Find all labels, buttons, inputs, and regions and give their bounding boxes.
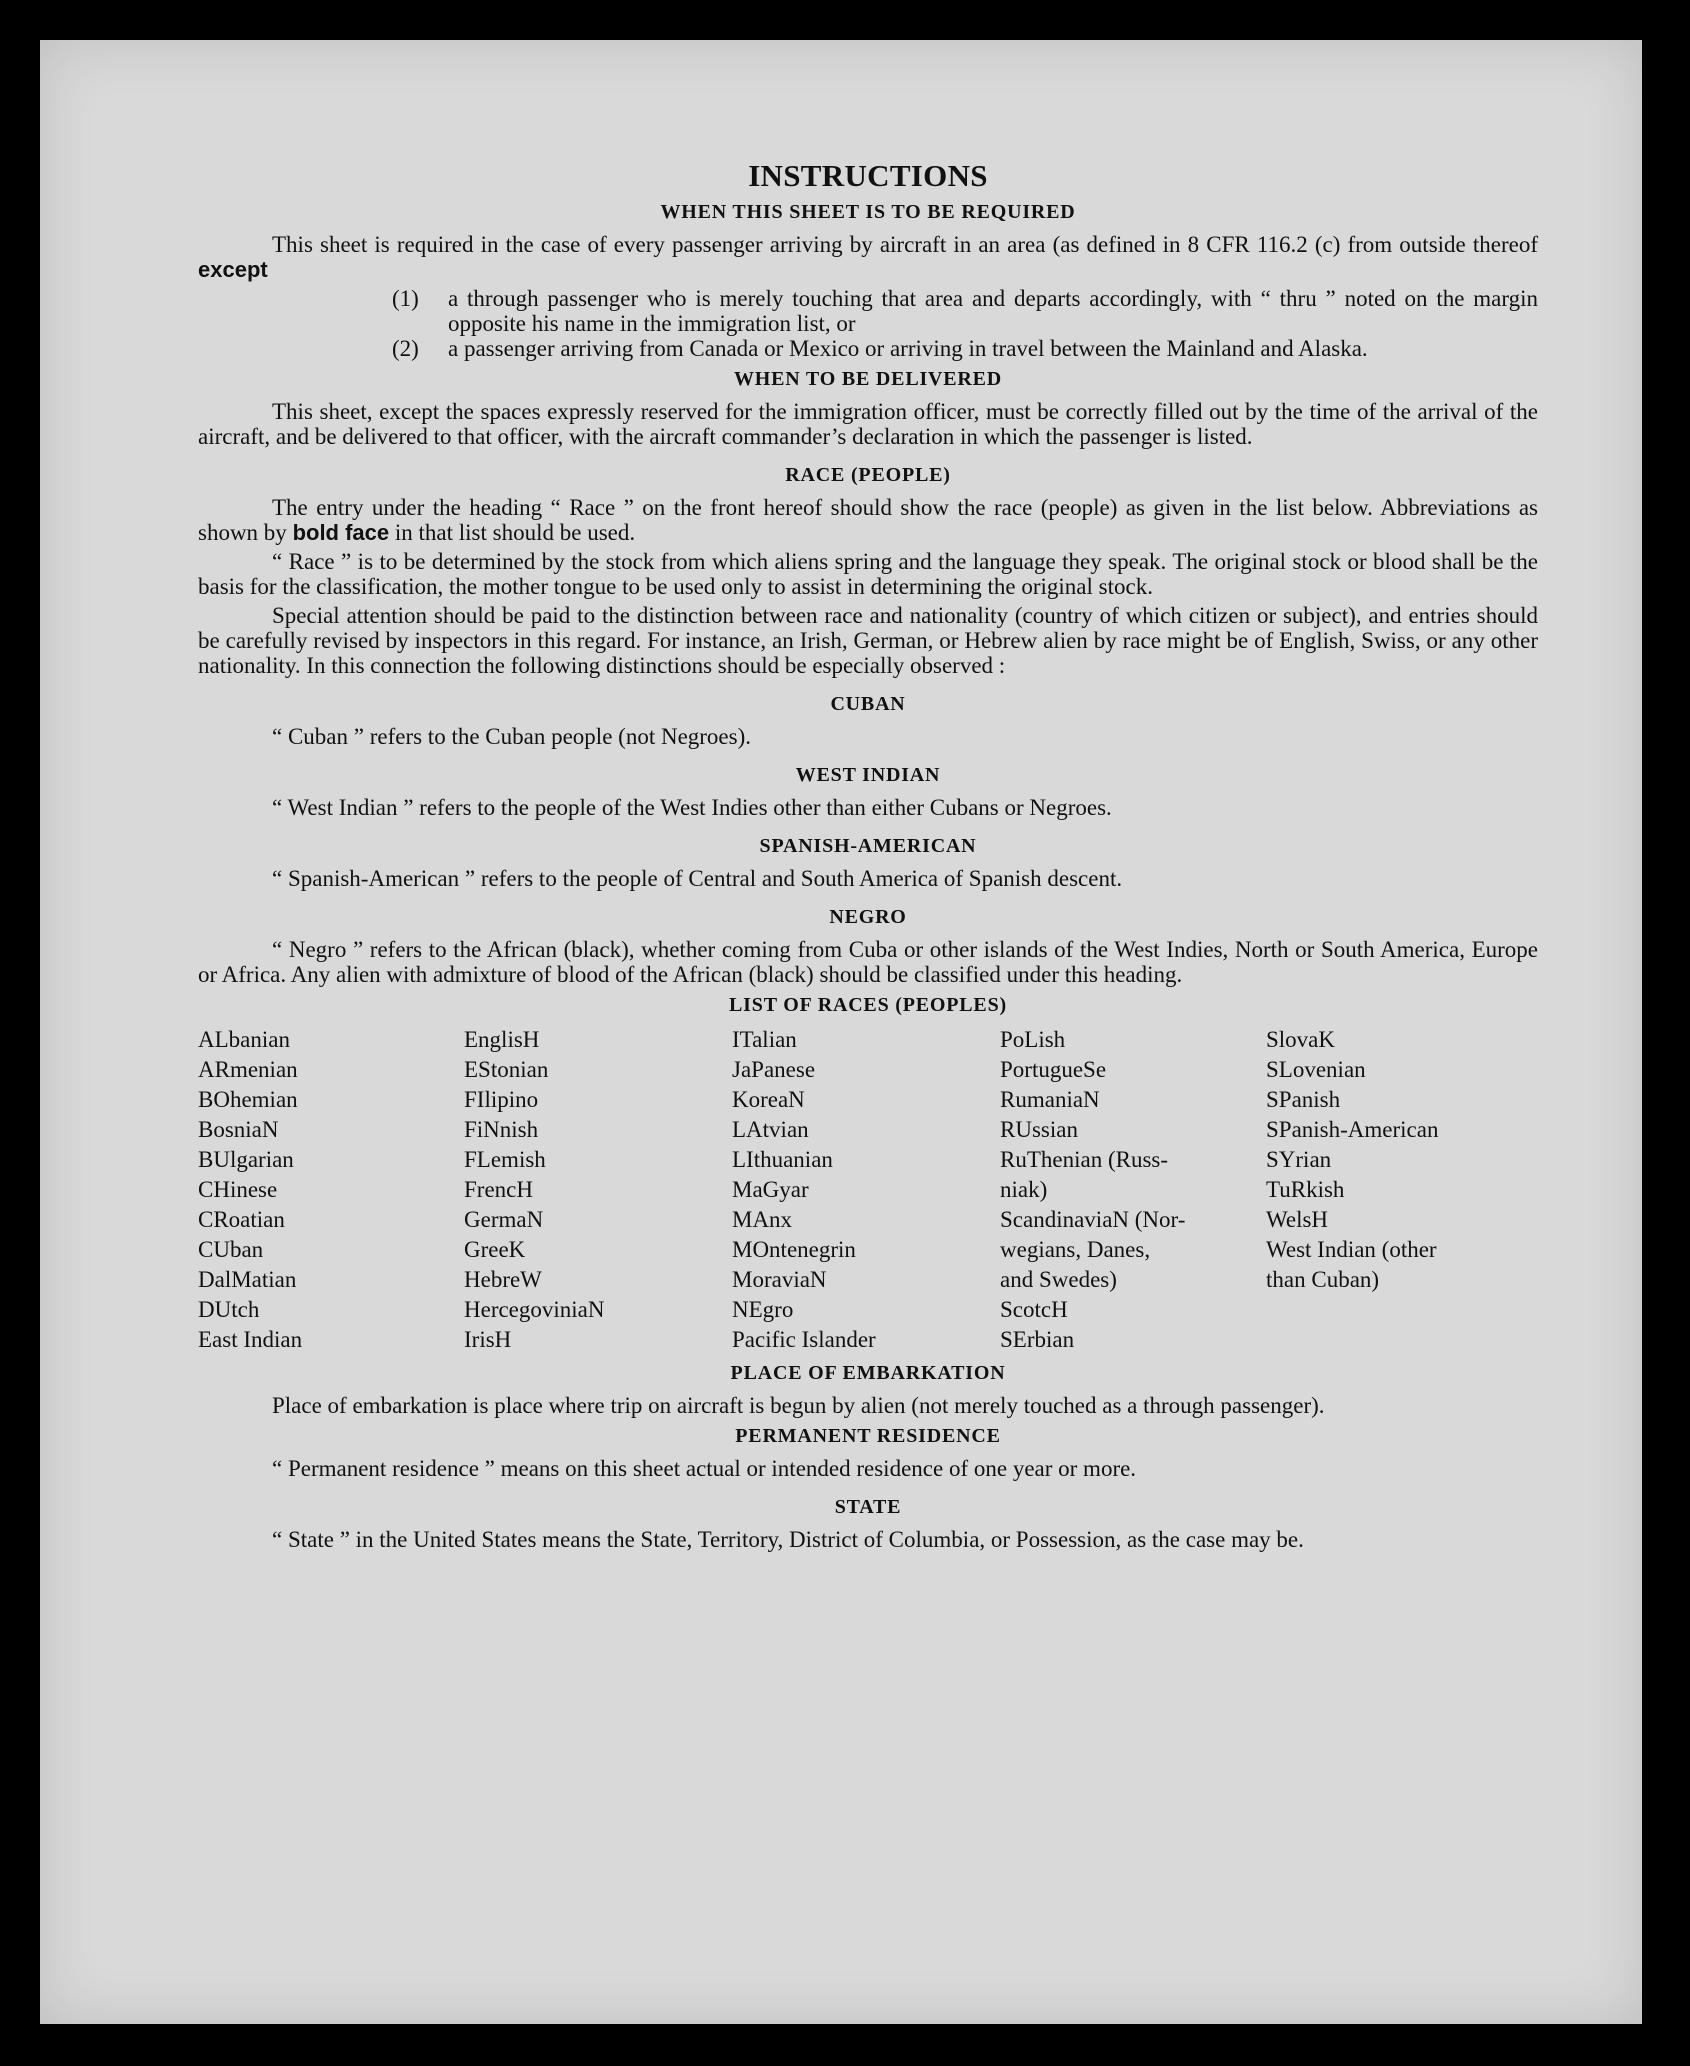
heading-permanent-residence: PERMANENT RESIDENCE — [735, 1425, 1001, 1447]
heading-list-of-races: LIST OF RACES (PEOPLES) — [729, 994, 1007, 1016]
race-entry: PortugueSe — [1000, 1057, 1107, 1082]
negro-text: “ Negro ” refers to the African (black), whether coming from Cuba or other islands of the West Indies, North or South America, Europe or Africa. Any alien with admixture of blood of the African (black) should be classified under this heading. — [198, 937, 1538, 987]
race-entry: MOntenegrin — [732, 1237, 856, 1262]
race-entry: ScandinaviaN (Nor- wegians, Danes, and Swedes) — [1000, 1207, 1186, 1292]
race-entry: SErbian — [1000, 1327, 1075, 1352]
race-entry: BosniaN — [198, 1117, 279, 1142]
race-entry: IrisH — [464, 1327, 512, 1352]
race-entry: JaPanese — [732, 1057, 816, 1082]
race-entry: NEgro — [732, 1297, 794, 1322]
race-entry: HebreW — [464, 1267, 542, 1292]
race-list-column — [464, 1025, 732, 1355]
race-entry: SYrian — [1266, 1147, 1332, 1172]
race-entry: EStonian — [464, 1057, 549, 1082]
heading-place-of-embarkation: PLACE OF EMBARKATION — [730, 1362, 1006, 1384]
race-entry: WelsH — [1266, 1207, 1329, 1232]
race-entry: KoreaN — [732, 1087, 805, 1112]
race-entry: RumaniaN — [1000, 1087, 1100, 1112]
race-entry: FrencH — [464, 1177, 533, 1202]
race-entry: ALbanian — [198, 1027, 290, 1052]
race-list-column — [1000, 1025, 1266, 1355]
race-entry: LAtvian — [732, 1117, 809, 1142]
race-entry: MAnx — [732, 1207, 793, 1232]
race-paragraph-3: Special attention should be paid to the distinction between race and nationality (country of which citizen or subject), and entries should be carefully revised by inspectors in this regard. For instance, an Irish, German, or Hebrew alien by race might be of English, Swiss, or any other nationality. In this connection the following distinctions should be especially observed : — [198, 603, 1538, 678]
instructions-page — [198, 158, 1538, 1556]
exception-item-2 — [392, 336, 1538, 361]
race-entry: ARmenian — [198, 1057, 298, 1082]
race-entry: GreeK — [464, 1237, 526, 1262]
state-text: “ State ” in the United States means the State, Territory, District of Columbia, or Possession, as the case may be. — [272, 1527, 1304, 1552]
race-entry: SlovaK — [1266, 1027, 1335, 1052]
race-entry: SLovenian — [1266, 1057, 1366, 1082]
race-list-column — [198, 1025, 464, 1355]
place-of-embarkation-text: Place of embarkation is place where trip on aircraft is begun by alien (not merely touched as a through passenger). — [272, 1393, 1325, 1418]
race-entry: RUssian — [1000, 1117, 1078, 1142]
race-entry: East Indian — [198, 1327, 303, 1352]
race-entry: West Indian (other than Cuban) — [1266, 1237, 1437, 1292]
race-entry: HercegoviniaN — [464, 1297, 605, 1322]
race-paragraph-2: “ Race ” is to be determined by the stock from which aliens spring and the language they speak. The original stock or blood shall be the basis for the classification, the mother tongue to be used only to assist in determining the original stock. — [198, 549, 1538, 599]
race-entry: ScotcH — [1000, 1297, 1068, 1322]
race-entry: MaGyar — [732, 1177, 809, 1202]
exception-text: a through passenger who is merely touching that area and departs accordingly, with “ thru ” noted on the margin opposite his name in the immigration list, or — [448, 286, 1538, 336]
exception-number: (1) — [392, 286, 419, 311]
race-entry: SPanish-American — [1266, 1117, 1439, 1142]
race-entry: ITalian — [732, 1027, 797, 1052]
heading-race: RACE (PEOPLE) — [785, 464, 951, 486]
race-entry: BUlgarian — [198, 1147, 294, 1172]
race-entry: FLemish — [464, 1147, 546, 1172]
race-paragraph-1: The entry under the heading “ Race ” on the front hereof should show the race (people) as given in the list below. Abbreviations as shown by bold face in that list should be used. — [198, 495, 1538, 545]
heading-state: STATE — [834, 1496, 902, 1518]
race-entry: FIlipino — [464, 1087, 539, 1112]
race-entry: TuRkish — [1266, 1177, 1345, 1202]
heading-cuban: CUBAN — [830, 693, 906, 715]
heading-west-indian: WEST INDIAN — [795, 764, 941, 786]
race-entry: PoLish — [1000, 1027, 1066, 1052]
spanish-american-text: “ Spanish-American ” refers to the people of Central and South America of Spanish descent. — [272, 866, 1123, 891]
heading-when-delivered: WHEN TO BE DELIVERED — [733, 368, 1003, 390]
race-entry: DUtch — [198, 1297, 260, 1322]
race-entry: CRoatian — [198, 1207, 285, 1232]
race-entry: DalMatian — [198, 1267, 297, 1292]
exception-item-1 — [392, 286, 1538, 336]
race-entry: BOhemian — [198, 1087, 298, 1112]
race-entry: SPanish — [1266, 1087, 1341, 1112]
race-entry: LIthuanian — [732, 1147, 833, 1172]
except-word: except — [198, 257, 268, 282]
race-entry: CUban — [198, 1237, 264, 1262]
when-required-intro: This sheet is required in the case of every passenger arriving by aircraft in an area (as defined in 8 CFR 116.2 (c) from outside thereof except — [198, 232, 1538, 282]
race-list-column — [1266, 1025, 1538, 1355]
heading-when-required: WHEN THIS SHEET IS TO BE REQUIRED — [660, 201, 1076, 223]
document-sheet — [40, 40, 1642, 2024]
exception-number: (2) — [392, 336, 419, 361]
race-entry: GermaN — [464, 1207, 544, 1232]
race-entry: EnglisH — [464, 1027, 540, 1052]
page-title: INSTRUCTIONS — [748, 158, 988, 193]
west-indian-text: “ West Indian ” refers to the people of the West Indies other than either Cubans or Negroes. — [272, 795, 1112, 820]
heading-negro: NEGRO — [829, 906, 907, 928]
permanent-residence-text: “ Permanent residence ” means on this sheet actual or intended residence of one year or more. — [272, 1456, 1137, 1481]
race-list — [198, 1025, 1538, 1355]
when-delivered-text: This sheet, except the spaces expressly reserved for the immigration officer, must be correctly filled out by the time of the arrival of the aircraft, and be delivered to that officer, with the aircraft commander’s declaration in which the passenger is listed. — [198, 399, 1538, 449]
race-entry: FiNnish — [464, 1117, 539, 1142]
race-entry: Pacific Islander — [732, 1327, 876, 1352]
race-entry: RuThenian (Russ- niak) — [1000, 1147, 1169, 1202]
exception-text: a passenger arriving from Canada or Mexico or arriving in travel between the Mainland and Alaska. — [448, 336, 1368, 361]
cuban-text: “ Cuban ” refers to the Cuban people (not Negroes). — [272, 724, 752, 749]
race-entry: CHinese — [198, 1177, 278, 1202]
race-list-column — [732, 1025, 1000, 1355]
race-entry: MoraviaN — [732, 1267, 827, 1292]
bold-face-phrase: bold face — [292, 520, 390, 545]
heading-spanish-american: SPANISH-AMERICAN — [759, 835, 977, 857]
